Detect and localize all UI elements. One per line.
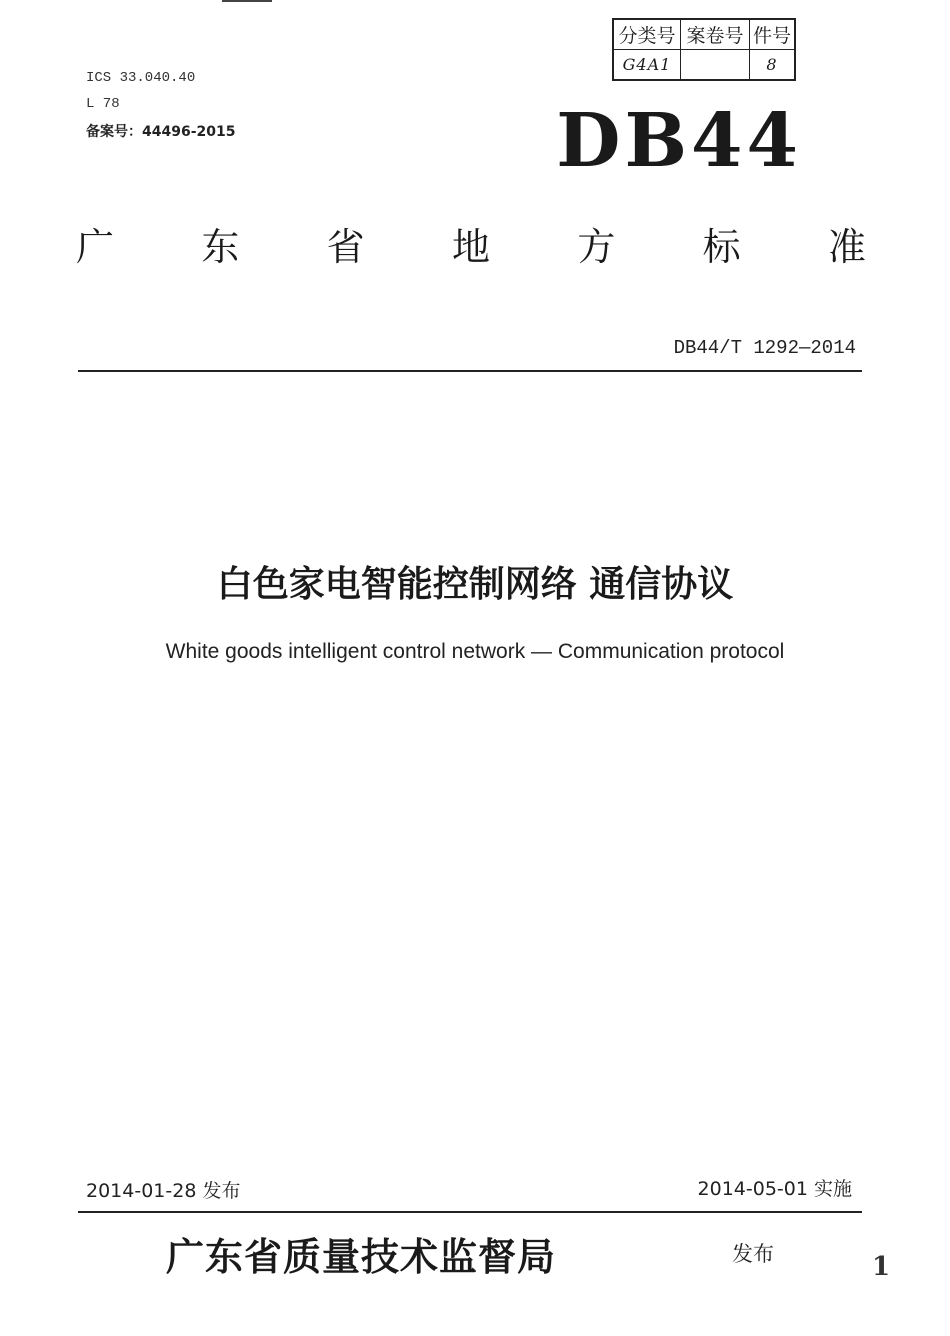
stamp-header-row (613, 19, 795, 50)
page-number: 1 (872, 1252, 891, 1282)
top-edge-mark (222, 0, 272, 2)
stamp-value-item: 8 (750, 50, 796, 81)
stamp-header-item: 件号 (750, 19, 796, 50)
standard-type-char: 标 (702, 225, 741, 269)
title-chinese: 白色家电智能控制网络 通信协议 (216, 564, 734, 605)
standard-type-char: 省 (326, 225, 365, 269)
implement-date: 2014-05-01 实施 (697, 1178, 852, 1200)
standard-type-char: 东 (201, 225, 240, 269)
standard-type-char: 广 (76, 225, 115, 269)
standard-type-char: 方 (577, 225, 616, 269)
stamp-value-row (613, 50, 795, 81)
db44-logo: DB44 (556, 98, 802, 184)
ccs-code: L 78 (86, 96, 120, 112)
stamp-header-category: 分类号 (613, 19, 681, 50)
stamp-value-file (681, 50, 750, 81)
archive-stamp-table (612, 18, 796, 81)
standard-number: DB44/T 1292—2014 (673, 337, 856, 359)
standard-type-char: 准 (827, 225, 866, 269)
top-divider (78, 370, 862, 372)
record-number: 备案号：44496-2015 (86, 124, 236, 140)
standard-type-heading (76, 216, 866, 271)
stamp-header-file: 案卷号 (681, 19, 750, 50)
issuing-authority: 广东省质量技术监督局 (166, 1234, 557, 1279)
title-english: White goods intelligent control network — Communication protocol (165, 640, 785, 663)
ics-code: ICS 33.040.40 (86, 70, 196, 86)
stamp-value-category: G4A1 (613, 50, 681, 81)
bottom-divider (78, 1211, 862, 1213)
issue-label: 发布 (732, 1242, 774, 1266)
publish-date: 2014-01-28 发布 (86, 1180, 241, 1202)
standard-type-char: 地 (451, 225, 490, 269)
